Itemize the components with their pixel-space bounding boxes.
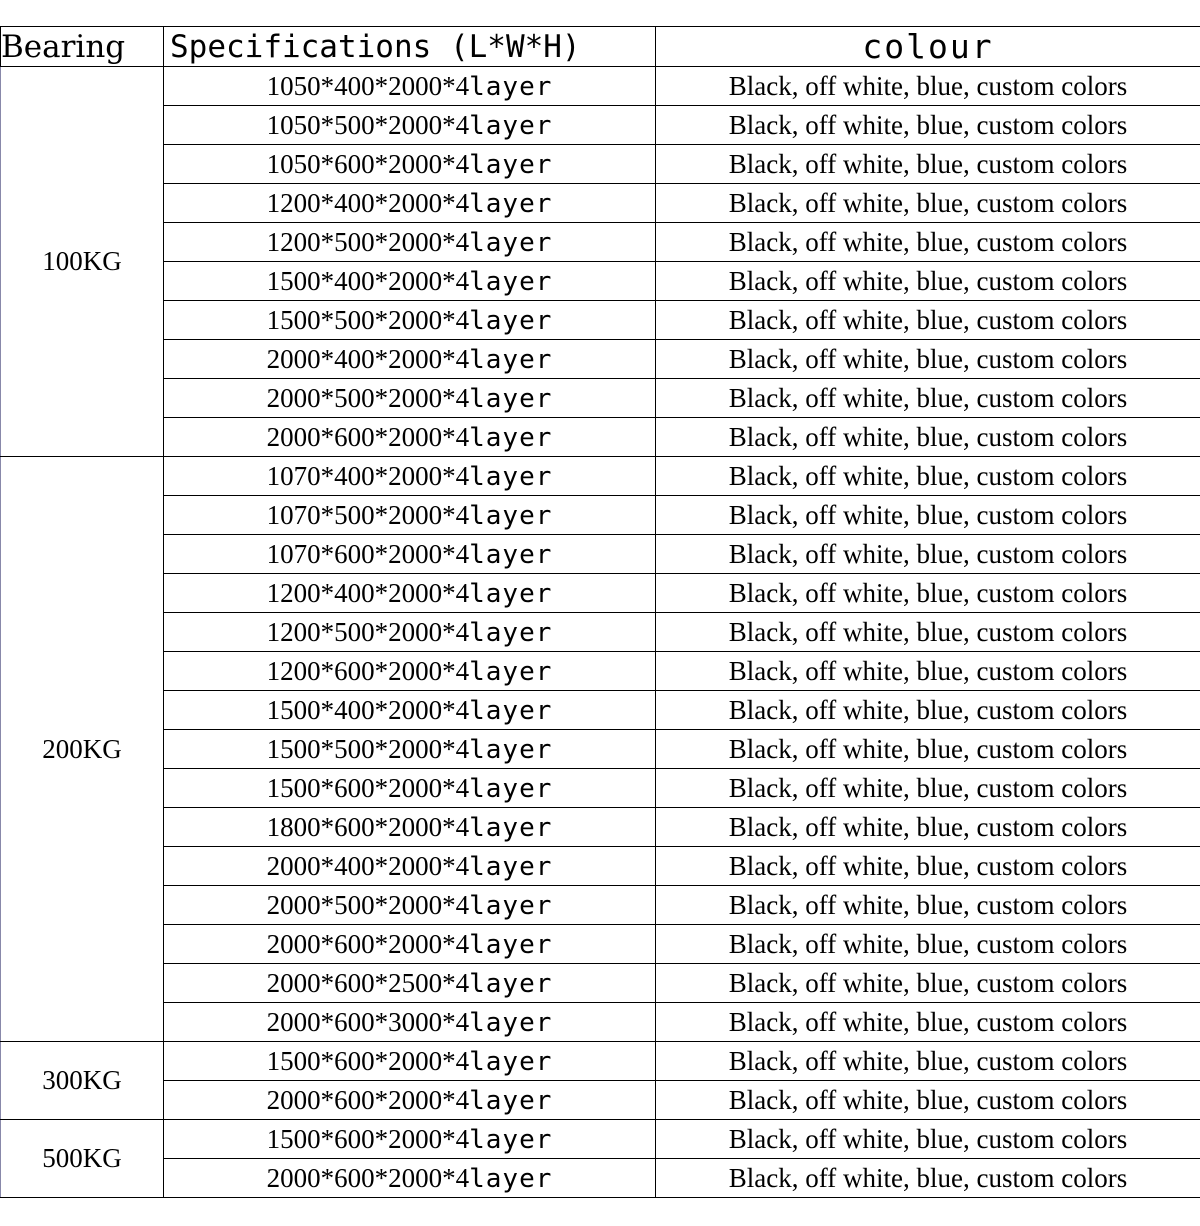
spec-layer-unit: layer xyxy=(469,149,553,180)
spec-dimensions: 2000*500*2000*4 xyxy=(266,382,470,413)
table-row xyxy=(1,1120,1200,1159)
spec-layer-unit: layer xyxy=(469,539,553,570)
spec-cell xyxy=(164,301,656,340)
colour-cell: Black, off white, blue, custom colors xyxy=(656,730,1200,769)
spec-dimensions: 1200*500*2000*4 xyxy=(266,616,470,647)
spec-layer-unit: layer xyxy=(469,929,553,960)
colour-cell: Black, off white, blue, custom colors xyxy=(656,418,1200,457)
colour-cell: Black, off white, blue, custom colors xyxy=(656,1003,1200,1042)
spec-layer-unit: layer xyxy=(469,890,553,921)
spec-layer-unit: layer xyxy=(469,773,553,804)
spec-cell xyxy=(164,457,656,496)
bearing-cell: 300KG xyxy=(1,1042,164,1120)
spec-cell xyxy=(164,1042,656,1081)
spec-layer-unit: layer xyxy=(469,968,553,999)
spec-dimensions: 2000*600*2000*4 xyxy=(266,928,470,959)
spec-layer-unit: layer xyxy=(469,461,553,492)
spec-dimensions: 1050*600*2000*4 xyxy=(266,148,470,179)
colour-cell: Black, off white, blue, custom colors xyxy=(656,340,1200,379)
table-row xyxy=(1,808,1200,847)
colour-cell: Black, off white, blue, custom colors xyxy=(656,574,1200,613)
colour-cell: Black, off white, blue, custom colors xyxy=(656,184,1200,223)
colour-cell: Black, off white, blue, custom colors xyxy=(656,613,1200,652)
colour-cell: Black, off white, blue, custom colors xyxy=(656,847,1200,886)
spec-cell xyxy=(164,925,656,964)
spec-layer-unit: layer xyxy=(469,500,553,531)
spec-cell xyxy=(164,340,656,379)
spec-layer-unit: layer xyxy=(469,1007,553,1038)
colour-cell: Black, off white, blue, custom colors xyxy=(656,1159,1200,1198)
table-row xyxy=(1,223,1200,262)
table-row xyxy=(1,769,1200,808)
table-row xyxy=(1,691,1200,730)
bearing-cell: 200KG xyxy=(1,457,164,1042)
spec-cell xyxy=(164,1120,656,1159)
spec-dimensions: 1070*600*2000*4 xyxy=(266,538,470,569)
spec-layer-unit: layer xyxy=(469,266,553,297)
spec-layer-unit: layer xyxy=(469,1046,553,1077)
table-row xyxy=(1,262,1200,301)
spec-dimensions: 1200*500*2000*4 xyxy=(266,226,470,257)
table-row xyxy=(1,457,1200,496)
spec-layer-unit: layer xyxy=(469,695,553,726)
spec-dimensions: 1200*400*2000*4 xyxy=(266,187,470,218)
spec-dimensions: 1800*600*2000*4 xyxy=(266,811,470,842)
table-row xyxy=(1,925,1200,964)
table-body xyxy=(1,67,1200,1198)
table-row xyxy=(1,340,1200,379)
table-row xyxy=(1,1081,1200,1120)
spec-dimensions: 2000*600*3000*4 xyxy=(266,1006,470,1037)
spec-cell xyxy=(164,106,656,145)
spec-dimensions: 1500*500*2000*4 xyxy=(266,304,470,335)
spec-layer-unit: layer xyxy=(469,1085,553,1116)
spec-dimensions: 2000*600*2000*4 xyxy=(266,421,470,452)
spec-cell xyxy=(164,184,656,223)
spec-dimensions: 1070*500*2000*4 xyxy=(266,499,470,530)
header-colour: colour xyxy=(656,27,1200,67)
spec-layer-unit: layer xyxy=(469,71,553,102)
spec-layer-unit: layer xyxy=(469,305,553,336)
spec-dimensions: 1070*400*2000*4 xyxy=(266,460,470,491)
table-row xyxy=(1,301,1200,340)
spec-cell xyxy=(164,808,656,847)
colour-cell: Black, off white, blue, custom colors xyxy=(656,301,1200,340)
colour-cell: Black, off white, blue, custom colors xyxy=(656,1042,1200,1081)
spec-dimensions: 1500*600*2000*4 xyxy=(266,772,470,803)
colour-cell: Black, off white, blue, custom colors xyxy=(656,691,1200,730)
spec-dimensions: 1500*400*2000*4 xyxy=(266,694,470,725)
spec-cell xyxy=(164,886,656,925)
spec-layer-unit: layer xyxy=(469,1163,553,1194)
header-bearing: Bearing xyxy=(1,27,164,67)
spec-layer-unit: layer xyxy=(469,188,553,219)
spec-dimensions: 1500*500*2000*4 xyxy=(266,733,470,764)
table-row xyxy=(1,964,1200,1003)
colour-cell: Black, off white, blue, custom colors xyxy=(656,223,1200,262)
spec-layer-unit: layer xyxy=(469,812,553,843)
spec-cell xyxy=(164,574,656,613)
spec-layer-unit: layer xyxy=(469,734,553,765)
spec-cell xyxy=(164,730,656,769)
colour-cell: Black, off white, blue, custom colors xyxy=(656,457,1200,496)
table-row xyxy=(1,418,1200,457)
table-row xyxy=(1,145,1200,184)
spec-cell xyxy=(164,535,656,574)
spec-cell xyxy=(164,67,656,106)
spec-layer-unit: layer xyxy=(469,344,553,375)
table-row xyxy=(1,847,1200,886)
spec-cell xyxy=(164,691,656,730)
colour-cell: Black, off white, blue, custom colors xyxy=(656,496,1200,535)
table-row xyxy=(1,1003,1200,1042)
spec-dimensions: 2000*600*2500*4 xyxy=(266,967,470,998)
spec-layer-unit: layer xyxy=(469,851,553,882)
colour-cell: Black, off white, blue, custom colors xyxy=(656,145,1200,184)
table-header-row xyxy=(1,27,1200,67)
colour-cell: Black, off white, blue, custom colors xyxy=(656,808,1200,847)
spec-dimensions: 1200*400*2000*4 xyxy=(266,577,470,608)
table-row xyxy=(1,886,1200,925)
table-row xyxy=(1,379,1200,418)
header-specifications: Specifications (L*W*H) xyxy=(164,27,656,67)
spec-cell xyxy=(164,847,656,886)
table-row xyxy=(1,1159,1200,1198)
table-row xyxy=(1,535,1200,574)
spec-cell xyxy=(164,1003,656,1042)
spec-cell xyxy=(164,262,656,301)
colour-cell: Black, off white, blue, custom colors xyxy=(656,886,1200,925)
colour-cell: Black, off white, blue, custom colors xyxy=(656,964,1200,1003)
spec-table xyxy=(0,26,1200,1198)
spec-cell xyxy=(164,1159,656,1198)
colour-cell: Black, off white, blue, custom colors xyxy=(656,379,1200,418)
spec-layer-unit: layer xyxy=(469,422,553,453)
spec-dimensions: 1050*500*2000*4 xyxy=(266,109,470,140)
spec-layer-unit: layer xyxy=(469,227,553,258)
table-row xyxy=(1,730,1200,769)
spec-layer-unit: layer xyxy=(469,383,553,414)
table-row xyxy=(1,1042,1200,1081)
table-row xyxy=(1,613,1200,652)
spec-cell xyxy=(164,379,656,418)
spec-cell xyxy=(164,769,656,808)
spec-cell xyxy=(164,1081,656,1120)
bearing-cell: 500KG xyxy=(1,1120,164,1198)
table-row xyxy=(1,496,1200,535)
colour-cell: Black, off white, blue, custom colors xyxy=(656,1120,1200,1159)
spec-dimensions: 2000*400*2000*4 xyxy=(266,343,470,374)
colour-cell: Black, off white, blue, custom colors xyxy=(656,67,1200,106)
table-row xyxy=(1,652,1200,691)
colour-cell: Black, off white, blue, custom colors xyxy=(656,535,1200,574)
spec-dimensions: 1050*400*2000*4 xyxy=(266,70,470,101)
colour-cell: Black, off white, blue, custom colors xyxy=(656,769,1200,808)
spec-dimensions: 1200*600*2000*4 xyxy=(266,655,470,686)
spec-layer-unit: layer xyxy=(469,656,553,687)
spec-layer-unit: layer xyxy=(469,1124,553,1155)
spec-layer-unit: layer xyxy=(469,617,553,648)
spec-cell xyxy=(164,964,656,1003)
table-row xyxy=(1,574,1200,613)
spec-cell xyxy=(164,496,656,535)
spec-dimensions: 2000*600*2000*4 xyxy=(266,1084,470,1115)
spec-dimensions: 1500*600*2000*4 xyxy=(266,1123,470,1154)
spec-layer-unit: layer xyxy=(469,110,553,141)
table-row xyxy=(1,67,1200,106)
colour-cell: Black, off white, blue, custom colors xyxy=(656,925,1200,964)
spec-cell xyxy=(164,652,656,691)
spec-cell xyxy=(164,613,656,652)
bearing-cell: 100KG xyxy=(1,67,164,457)
colour-cell: Black, off white, blue, custom colors xyxy=(656,1081,1200,1120)
table-row xyxy=(1,106,1200,145)
spec-layer-unit: layer xyxy=(469,578,553,609)
spec-sheet xyxy=(0,26,1200,1198)
colour-cell: Black, off white, blue, custom colors xyxy=(656,262,1200,301)
spec-dimensions: 1500*400*2000*4 xyxy=(266,265,470,296)
spec-cell xyxy=(164,223,656,262)
colour-cell: Black, off white, blue, custom colors xyxy=(656,652,1200,691)
colour-cell: Black, off white, blue, custom colors xyxy=(656,106,1200,145)
spec-dimensions: 1500*600*2000*4 xyxy=(266,1045,470,1076)
spec-dimensions: 2000*400*2000*4 xyxy=(266,850,470,881)
spec-cell xyxy=(164,418,656,457)
spec-dimensions: 2000*600*2000*4 xyxy=(266,1162,470,1193)
spec-dimensions: 2000*500*2000*4 xyxy=(266,889,470,920)
table-row xyxy=(1,184,1200,223)
spec-cell xyxy=(164,145,656,184)
